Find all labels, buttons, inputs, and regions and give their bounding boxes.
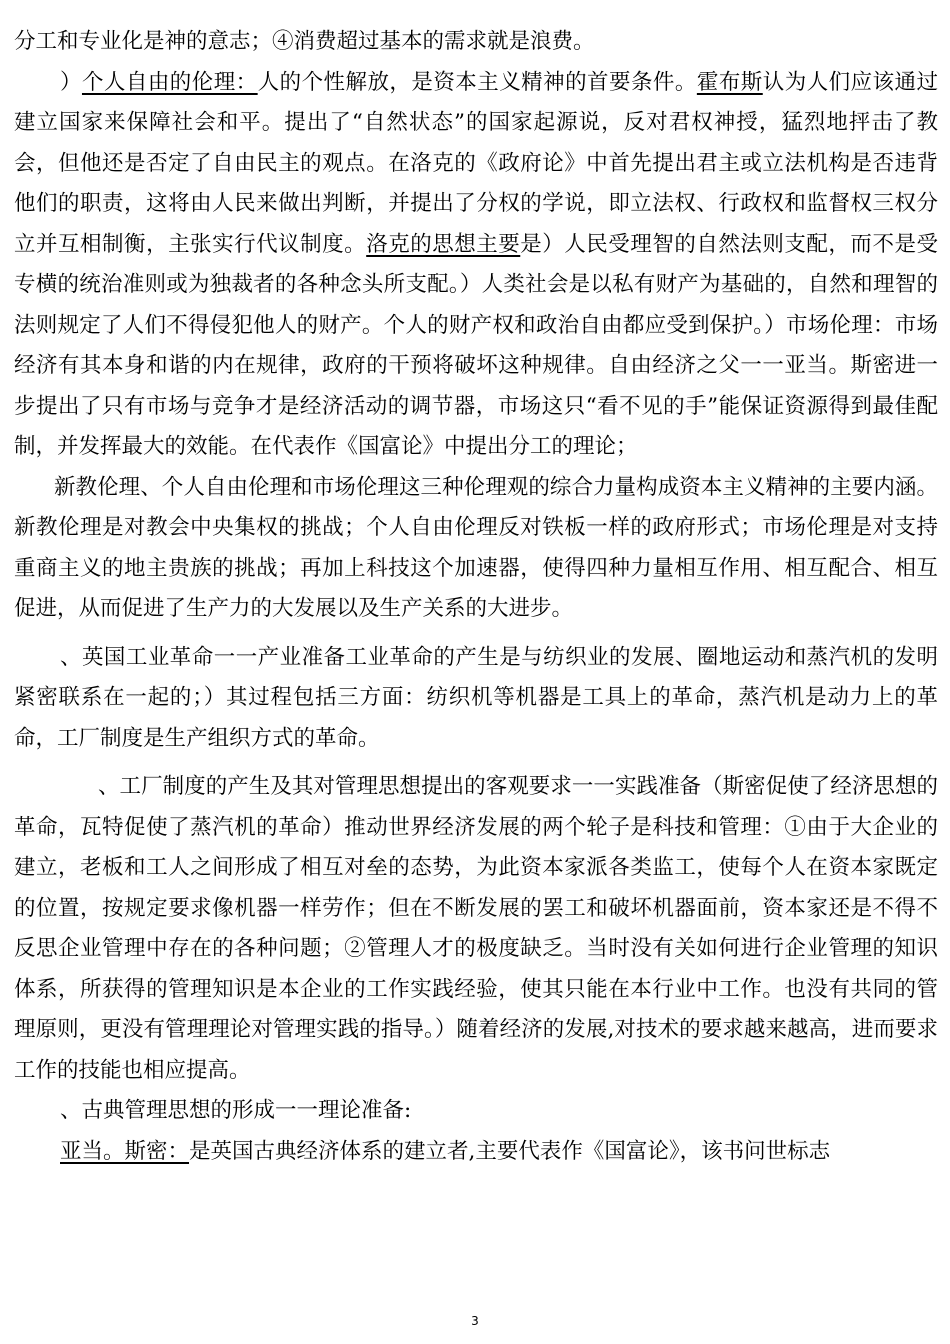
underlined-term-individual-freedom: 个人自由的伦理： [81, 69, 258, 95]
paragraph-adam-smith: 亚当。斯密：是英国古典经济体系的建立者,主要代表作《国富论》，该书问世标志 [60, 1138, 831, 1164]
page-number: 3 [471, 1314, 479, 1328]
paragraph-classical-management-heading: 、古典管理思想的形成一一理论准备: [60, 1098, 412, 1123]
paragraph-industrial-revolution: 、英国工业革命一一产业准备工业革命的产生是与纺织业的发展、圈地运动和蒸汽机的发明紧密联系在一起的；）其过程包括三方面：纺织机等机器是工具上的革命，蒸汽机是动力上的革命，工厂制度是生产组织方式的革命。 [14, 644, 938, 751]
underlined-term-hobbes: 霍布斯 [696, 69, 763, 95]
paragraph-three-ethics-summary: 新教伦理、个人自由伦理和市场伦理这三种伦理观的综合力量构成资本主义精神的主要内涵。新教伦理是对教会中央集权的挑战；个人自由伦理反对铁板一样的政府形式；市场伦理是对支持重商主义的地主贵族的挑战；再加上科技这个加速器，使得四种力量相互作用、相互配合、相互促进，从而促进了生产力的大发展以及生产关系的大进步。 [14, 474, 938, 621]
underlined-term-adam-smith: 亚当。斯密： [60, 1138, 190, 1164]
underlined-term-locke: 洛克的思想主要 [366, 231, 521, 257]
paragraph-individual-freedom-ethic: ）个人自由的伦理：人的个性解放，是资本主义精神的首要条件。霍布斯认为人们应该通过建立国家来保障社会和平。提出了“自然状态”的国家起源说，反对君权神授，猛烈地抨击了教会，但他还是否定了自由民主的观点。在洛克的《政府论》中首先提出君主或立法机构是否违背他们的职责，这将由人民来做出判断，并提出了分权的学说，即立法权、行政权和监督权三权分立并互相制衡，主张实行代议制度。洛克的思想主要是）人民受理智的自然法则支配，而不是受专横的统治准则或为独裁者的各种念头所支配。）人类社会是以私有财产为基础的，自然和理智的法则规定了人们不得侵犯他人的财产。个人的财产权和政治自由都应受到保护。）市场伦理：市场经济有其本身和谐的内在规律，政府的干预将破坏这种规律。自由经济之父一一亚当。斯密进一步提出了只有市场与竞争才是经济活动的调节器，市场这只“看不见的手”能保证资源得到最佳配制，并发挥最大的效能。在代表作《国富论》中提出分工的理论； [14, 69, 938, 459]
page-body [14, 22, 938, 1172]
list-marker: ） [60, 69, 82, 95]
paragraph-factory-system: 、工厂制度的产生及其对管理思想提出的客观要求一一实践准备（斯密促使了经济思想的革命，瓦特促使了蒸汽机的革命）推动世界经济发展的两个轮子是科技和管理：①由于大企业的建立，老板和工人之间形成了相互对垒的态势，为此资本家派各类监工，使每个人在资本家既定的位置，按规定要求像机器一样劳作；但在不断发展的罢工和破坏机器面前，资本家还是不得不反思企业管理中存在的各种问题；②管理人才的极度缺乏。当时没有关如何进行企业管理的知识体系，所获得的管理知识是本企业的工作实践经验，使其只能在本行业中工作。也没有共同的管理原则，更没有管理理论对管理实践的指导。）随着经济的发展,对技术的要求越来越高，进而要求工作的技能也相应提高。 [14, 774, 938, 1083]
paragraph-protestant-ethic-end: 分工和专业化是神的意志；④消费超过基本的需求就是浪费。 [14, 29, 595, 54]
